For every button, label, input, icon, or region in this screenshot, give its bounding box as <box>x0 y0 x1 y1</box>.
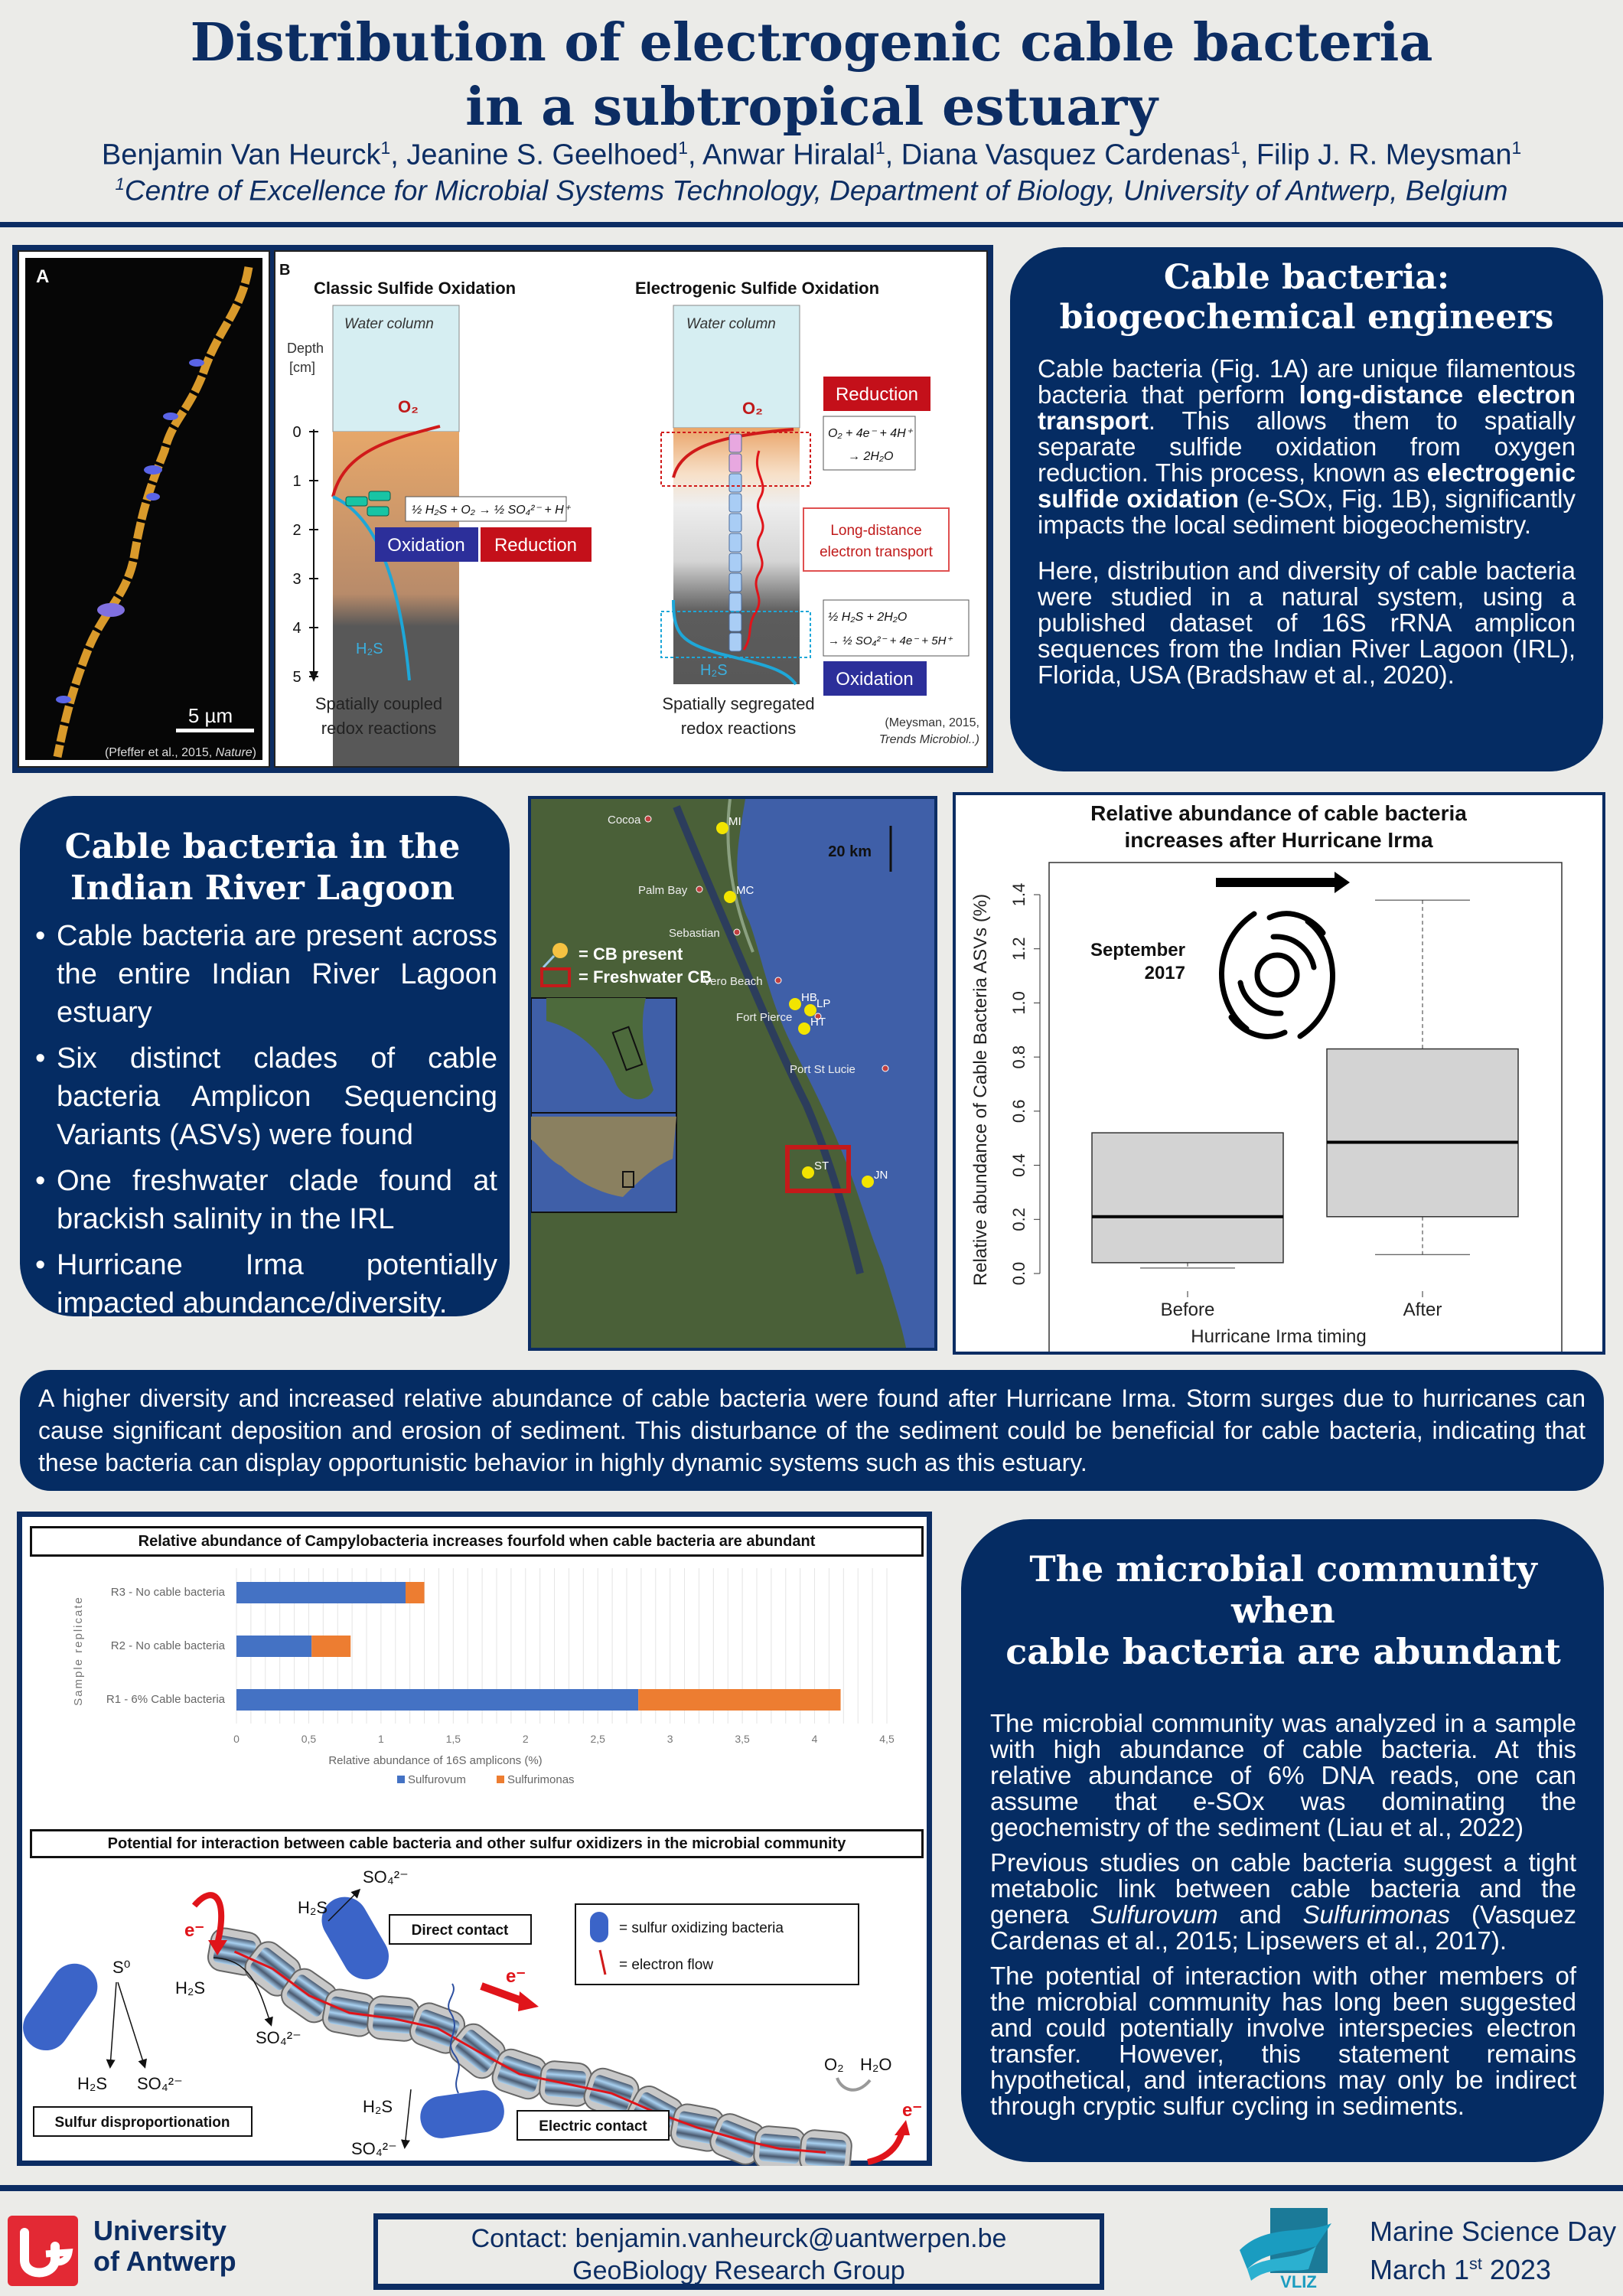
vliz-text: VLIZ <box>1280 2272 1317 2291</box>
sulfur-disproportionation-label: Sulfur disproportionation <box>54 2115 230 2131</box>
x-tick-label: Before <box>1160 1300 1215 1320</box>
y-tick-label: 1.4 <box>1009 882 1028 907</box>
y-tick-label: 0.6 <box>1009 1099 1028 1124</box>
author-affiliation-mark: 1 <box>380 138 391 158</box>
header-divider <box>0 222 1623 227</box>
site-label: HT <box>810 1016 826 1029</box>
city-label: Port St Lucie <box>790 1063 855 1076</box>
cable-cell <box>729 613 741 631</box>
x-tick-label: 3 <box>666 1733 673 1745</box>
legend-sob-label: = sulfur oxidizing bacteria <box>619 1920 784 1936</box>
cable-cell <box>729 593 741 612</box>
electrogenic-h2s-label: H₂S <box>700 662 728 679</box>
site-pin <box>802 1166 814 1179</box>
cable-cell <box>729 553 741 572</box>
uantwerp-wordmark: University of Antwerp <box>93 2215 236 2277</box>
boxplot-title-line1: Relative abundance of cable bacteria <box>1090 801 1467 825</box>
flanking-cell <box>144 465 162 475</box>
site-pin <box>798 1022 810 1035</box>
electron-out-arrowhead <box>895 2120 910 2135</box>
site-pin <box>862 1176 874 1188</box>
oxidation-equation-box <box>823 600 969 656</box>
x-tick-label: 1,5 <box>445 1733 461 1745</box>
cable-h2s-label: H₂S <box>175 1978 206 1998</box>
site-label: JN <box>874 1169 888 1182</box>
event-date: March 1st 2023 <box>1370 2254 1551 2285</box>
city-label: Fort Pierce <box>736 1011 793 1024</box>
engineers-heading: Cable bacteria: biogeochemical engineers <box>1059 258 1554 337</box>
y-tick-label: 0.0 <box>1009 1261 1028 1286</box>
time-arrow-head <box>1335 872 1350 893</box>
uantwerp-logo-icon <box>8 2216 78 2286</box>
electric-h2s-label: H₂S <box>363 2097 393 2116</box>
boxplot-panel <box>953 792 1605 1355</box>
category-label: R1 - 6% Cable bacteria <box>106 1693 225 1706</box>
bar-sulfurovum <box>236 1582 406 1603</box>
author-affiliation-mark: 1 <box>678 138 688 158</box>
electrogenic-oxidation-label: Oxidation <box>836 669 914 690</box>
y-tick-label: 1.0 <box>1009 991 1028 1015</box>
author-name: Diana Vasquez Cardenas <box>901 139 1231 171</box>
scale-bar-label: 5 µm <box>187 704 233 727</box>
x-tick-label: 2 <box>522 1733 529 1745</box>
cable-cell <box>729 573 741 592</box>
contact-box <box>373 2213 1104 2290</box>
electron-mid-arrow <box>481 1986 523 2001</box>
community-paragraph-2: Previous studies on cable bacteria suggest a tight metabolic link between cable bacteria and the genera Sulfurovum and Sulfurimonas (Vasquez Cardenas et al., 2015; Lipsewers et al., 2017). <box>990 1848 1576 1955</box>
engineers-box <box>1010 247 1603 771</box>
author-list: Benjamin Van Heurck$^1$, Jeanine S. Geelhoed$^1$, Anwar Hiralal$^1$, Diana Vasquez Cardenas$^1$, Filip J. R. Meysman$^1$ <box>101 138 1522 171</box>
author-affiliation-mark: 1 <box>1230 138 1240 158</box>
boxplot-x-axis <box>1161 1291 1442 1320</box>
electron-out-arrow <box>868 2131 902 2162</box>
depth-unit-label: [cm] <box>289 360 315 375</box>
flanking-cell <box>146 493 160 501</box>
bar-sulfurimonas <box>311 1636 350 1657</box>
disprop-arrow-h2s <box>110 1982 116 2066</box>
cable-cell <box>729 533 741 552</box>
interaction-figure-title: Potential for interaction between cable bacteria and other sulfur oxidizers in the microbial community <box>30 1829 924 1858</box>
irl-heading: Cable bacteria in the Indian River Lagoon <box>64 827 461 908</box>
direct-h2s-label: H₂S <box>298 1898 328 1917</box>
electric-arrow <box>405 2089 411 2147</box>
legend-pin-icon <box>552 943 568 958</box>
classic-title: Classic Sulfide Oxidation <box>314 279 517 298</box>
interaction-legend <box>575 1904 859 1985</box>
electric-so4-label: SO₄²⁻ <box>351 2139 397 2158</box>
legend-swatch <box>397 1776 405 1783</box>
figure-1-frame <box>12 245 993 773</box>
depth-tick-label: 1 <box>292 473 301 490</box>
engineers-paragraph-2: Here, distribution and diversity of cable bacteria were studied in a natural system, using a published dataset of 16S rRNA amplicon sequences from the Indian River Lagoon (IRL), Florida, USA (Bradshaw et al., 2020). <box>1038 556 1576 689</box>
electron-label-mid: e⁻ <box>506 1966 526 1987</box>
electron-label-end: e⁻ <box>902 2100 923 2121</box>
boxplot-y-label: Relative abundance of Cable Bacteria ASVs (%) <box>970 893 991 1287</box>
boxplot-title-line2: increases after Hurricane Irma <box>1124 828 1433 852</box>
bar-sulfurimonas <box>638 1689 840 1711</box>
interaction-diagram <box>22 1860 927 2166</box>
site-pin <box>724 891 736 903</box>
bar-chart-title: Relative abundance of Campylobacteria increases fourfold when cable bacteria are abundant <box>30 1526 924 1557</box>
city-label: Palm Bay <box>638 884 688 897</box>
cable-cell <box>729 514 741 532</box>
community-figure-frame <box>17 1512 932 2166</box>
legend-swatch <box>497 1776 504 1783</box>
direct-contact-label: Direct contact <box>411 1923 509 1939</box>
legend-label: Sulfurimonas <box>507 1773 575 1786</box>
classic-oxidation-label: Oxidation <box>387 535 465 556</box>
x-tick-label: 4,5 <box>879 1733 895 1745</box>
time-arrow-shaft <box>1216 878 1338 887</box>
city-label: Vero Beach <box>703 975 763 988</box>
s0-label: S⁰ <box>112 1958 131 1977</box>
site-pin <box>716 822 728 834</box>
cable-cell <box>729 494 741 512</box>
legend-label: Sulfurovum <box>408 1773 466 1786</box>
h2o-label: H₂O <box>860 2055 892 2074</box>
classic-caption-line1: Spatially coupled <box>314 694 443 713</box>
event-name: Marine Science Day <box>1370 2216 1617 2247</box>
hurricane-date-year: 2017 <box>1144 963 1185 983</box>
map-scale-label: 20 km <box>828 843 872 860</box>
city-marker <box>882 1065 888 1071</box>
author-name: Jeanine S. Geelhoed <box>406 139 679 171</box>
findings-box <box>20 1370 1604 1491</box>
classic-equation: ½ H₂S + O₂ → ½ SO₄²⁻ + H⁺ <box>412 504 571 517</box>
electric-contact-label: Electric contact <box>539 2118 647 2135</box>
electrogenic-o2-label: O₂ <box>742 399 763 418</box>
classic-o2-label: O₂ <box>398 397 419 416</box>
site-label: LP <box>816 997 831 1010</box>
depth-tick-label: 0 <box>292 424 301 441</box>
hurricane-band <box>1300 921 1333 1036</box>
irl-bullet: • One freshwater clade found at brackish salinity in the IRL <box>28 1162 497 1238</box>
x-tick-label: 3,5 <box>735 1733 750 1745</box>
scale-bar <box>176 729 254 732</box>
category-label: R3 - No cable bacteria <box>110 1586 225 1599</box>
community-heading: The microbial community when cable bacteria are abundant <box>1005 1548 1561 1672</box>
community-paragraph-3: The potential of interaction with other members of the microbial community has long been suggested and could potentially involve interspecies electron transfer. However, this statement remains hypothetical, and interactions may only be indirect through cryptic sulfur cycling in sediments. <box>990 1962 1576 2120</box>
map-graphic <box>531 799 934 1348</box>
panel-b-credit-line2: Trends Microbiol..) <box>878 733 979 746</box>
y-tick-label: 1.2 <box>1009 937 1028 961</box>
electron-mid-arrowhead <box>518 1991 539 2011</box>
depth-label: Depth <box>287 341 324 356</box>
electrogenic-water-label: Water column <box>686 316 776 332</box>
bar-chart-bars <box>236 1582 841 1711</box>
city-marker <box>696 886 702 892</box>
bar-chart-x-axis-title: Relative abundance of 16S amplicons (%) <box>328 1754 543 1767</box>
classic-water-label: Water column <box>344 316 434 332</box>
oxidation-equation-line2: → ½ SO₄²⁻ + 4e⁻ + 5H⁺ <box>828 634 953 647</box>
box-before <box>1092 1133 1283 1263</box>
poster-title: Distribution of electrogenic cable bacteria in a subtropical estuary <box>190 12 1433 138</box>
electron-label-start: e⁻ <box>184 1920 205 1941</box>
panel-b-label: B <box>279 262 291 279</box>
depth-tick-label: 2 <box>292 522 301 539</box>
vliz-logo-icon <box>1236 2208 1358 2292</box>
electrogenic-caption-line2: redox reactions <box>680 719 797 738</box>
electrogenic-title: Electrogenic Sulfide Oxidation <box>635 279 880 298</box>
sob-electric-contact <box>418 2088 507 2141</box>
legend-box-label: = Freshwater CB <box>578 967 712 987</box>
event-info <box>1370 2216 1616 2286</box>
hurricane-date-month: September <box>1090 940 1185 960</box>
figure-1b-panel <box>274 250 988 768</box>
box-after <box>1327 1049 1518 1217</box>
classic-reduction-label: Reduction <box>494 535 578 556</box>
flanking-cell <box>56 696 71 703</box>
sulfide-oxidation-diagram <box>275 252 986 766</box>
cable-cell <box>729 454 741 472</box>
y-tick-label: 0.4 <box>1009 1153 1028 1177</box>
boxplot-x-label: Hurricane Irma timing <box>1191 1326 1367 1347</box>
author-affiliation-mark: 1 <box>875 138 885 158</box>
bar-chart-x-labels <box>233 1733 895 1745</box>
bar-chart-y-labels <box>106 1586 226 1706</box>
disprop-h2s-label: H₂S <box>77 2074 108 2093</box>
category-label: R2 - No cable bacteria <box>110 1639 225 1652</box>
x-tick-label: 0 <box>233 1733 240 1745</box>
direct-so4-label: SO₄²⁻ <box>363 1867 409 1887</box>
x-tick-label: After <box>1403 1300 1442 1320</box>
classic-caption-line2: redox reactions <box>321 719 437 738</box>
vliz-logo <box>1236 2208 1358 2292</box>
depth-tick-label: 5 <box>292 669 301 686</box>
panel-a-credit: (Pfeffer et al., 2015, Nature) <box>104 746 256 759</box>
hurricane-band <box>1222 914 1255 1029</box>
findings-text: A higher diversity and increased relative abundance of cable bacteria were found after Hurricane Irma. Storm surges due to hurricanes can cause significant deposition and erosion of sediment. This disturbance of the sediment could be beneficial for cable bacteria, indicating that these bacteria can display opportunistic behavior in highly dynamic systems such as this estuary. <box>38 1384 1586 1476</box>
community-box <box>961 1519 1604 2162</box>
affiliation: $^1$Centre of Excellence for Microbial Systems Technology, Department of Biology, University of Antwerp, Belgium <box>115 174 1508 207</box>
ldet-box <box>803 508 949 571</box>
x-tick-label: 2,5 <box>590 1733 605 1745</box>
electrogenic-reduction-label: Reduction <box>835 384 919 405</box>
cable-so4-label: SO₄²⁻ <box>256 2028 301 2047</box>
hurricane-icon <box>1222 914 1333 1037</box>
disprop-so4-label: SO₄²⁻ <box>137 2074 183 2093</box>
author-name: Filip J. R. Meysman <box>1256 139 1512 171</box>
figure-1a-panel <box>18 250 270 768</box>
y-tick-label: 0.2 <box>1009 1207 1028 1231</box>
city-marker <box>775 977 781 983</box>
reduction-equation-line1: O₂ + 4e⁻ + 4H⁺ <box>828 427 913 440</box>
flanking-cell <box>97 603 125 617</box>
cable-cell <box>729 474 741 492</box>
bar-sulfurovum <box>236 1636 311 1657</box>
bar-sulfurovum <box>236 1689 638 1711</box>
irl-bullet-list <box>28 917 497 1322</box>
y-tick-label: 0.8 <box>1009 1045 1028 1069</box>
study-area-map <box>528 796 937 1351</box>
cable-cell <box>729 434 741 452</box>
campylobacteria-bar-chart <box>22 1559 927 1812</box>
sob-disproportionation <box>22 1955 106 2060</box>
boxplot-y-axis <box>1009 883 1040 1286</box>
depth-tick-label: 4 <box>292 620 301 637</box>
city-label: Sebastian <box>669 927 720 940</box>
boxplot-chart <box>956 795 1602 1352</box>
x-tick-label: 4 <box>811 1733 818 1745</box>
site-label: MI <box>728 815 741 828</box>
bar-chart-y-axis-title: Sample replicate <box>72 1596 85 1706</box>
author-name: Benjamin Van Heurck <box>101 139 381 171</box>
community-paragraph-1: The microbial community was analyzed in a sample with high abundance of cable bacteria. At this relative abundance of 6% DNA reads, one can assume that e-SOx was dominating the geochemistry of the sediment (Liau et al., 2022) <box>990 1709 1576 1841</box>
footer-divider <box>0 2185 1623 2191</box>
research-group: GeoBiology Research Group <box>572 2256 905 2285</box>
site-label: MC <box>736 884 754 897</box>
disprop-arrow-so4 <box>118 1982 145 2066</box>
site-label: HB <box>801 991 817 1004</box>
city-label: Cocoa <box>608 814 641 827</box>
depth-tick-label: 3 <box>292 571 301 588</box>
classic-h2s-label: H₂S <box>356 641 383 657</box>
oxygen-reduction-arrow <box>837 2078 870 2090</box>
x-tick-label: 1 <box>377 1733 384 1745</box>
panel-a-label: A <box>36 266 50 287</box>
site-label: ST <box>814 1159 829 1172</box>
o2-label: O₂ <box>824 2055 844 2074</box>
legend-pin-label: = CB present <box>578 944 683 964</box>
uantwerp-u-glyph <box>8 2216 78 2286</box>
cable-bacteria-micrograph <box>19 252 269 766</box>
engineers-paragraph-1: Cable bacteria (Fig. 1A) are unique filamentous bacteria that perform long-distance electron transport. This allows them to spatially separate sulfide oxidation from oxygen reduction. This process, known as electrogenic sulfide oxidation (e-SOx, Fig. 1B), significantly impacts the local sediment biogeochemistry. <box>1038 354 1576 539</box>
site-pin <box>789 998 801 1010</box>
legend-sob-icon <box>590 1912 608 1942</box>
reduction-equation-line2: → 2H₂O <box>848 450 894 463</box>
legend-electron-flow-label: = electron flow <box>619 1957 714 1973</box>
irl-bullet: • Hurricane Irma potentially impacted abundance/diversity. <box>28 1246 497 1322</box>
ldet-line2: electron transport <box>820 544 933 560</box>
author-affiliation-mark: 1 <box>1511 138 1522 158</box>
oxidation-equation-line1: ½ H₂S + 2H₂O <box>828 611 908 624</box>
irl-box <box>20 796 510 1319</box>
panel-b-credit-line1: (Meysman, 2015, <box>885 716 979 729</box>
electrogenic-caption-line1: Spatially segregated <box>662 694 815 713</box>
flanking-cell <box>163 413 178 420</box>
author-name: Anwar Hiralal <box>702 139 875 171</box>
bar-chart-legend <box>397 1773 575 1786</box>
hurricane-eye <box>1257 955 1297 995</box>
bar-sulfurimonas <box>406 1582 425 1603</box>
bacterium-icon <box>346 497 367 506</box>
city-marker <box>734 929 740 935</box>
cable-cell <box>729 633 741 651</box>
site-pin <box>804 1004 816 1016</box>
contact-email[interactable]: Contact: benjamin.vanheurck@uantwerpen.be <box>471 2224 1007 2253</box>
x-tick-label: 0,5 <box>301 1733 317 1745</box>
irl-bullet: • Cable bacteria are present across the entire Indian River Lagoon estuary <box>28 917 497 1032</box>
irl-bullet: • Six distinct clades of cable bacteria Amplicon Sequencing Variants (ASVs) were found <box>28 1039 497 1154</box>
bacterium-icon <box>367 507 389 516</box>
flanking-cell <box>189 359 204 367</box>
bacterium-icon <box>369 491 390 501</box>
city-marker <box>645 816 651 822</box>
ldet-line1: Long-distance <box>830 523 922 539</box>
